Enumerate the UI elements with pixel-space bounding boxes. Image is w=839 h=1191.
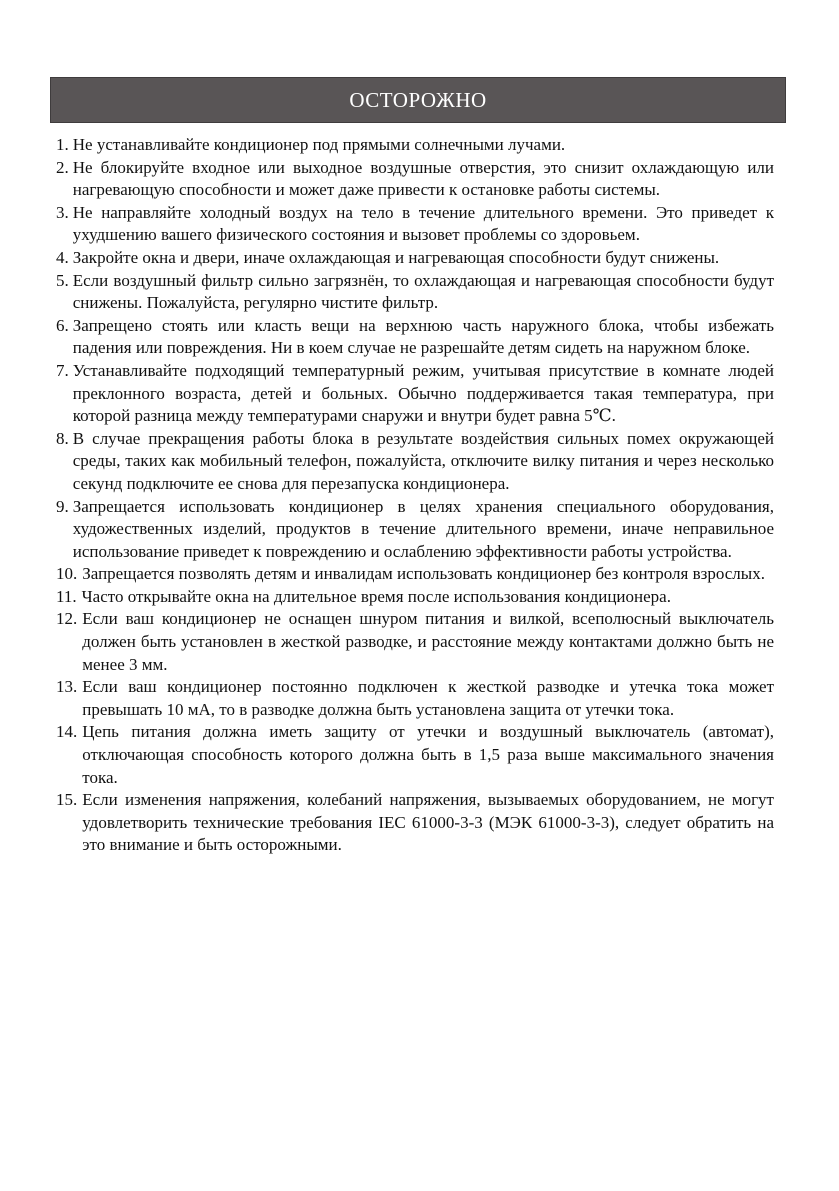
item-text: Запрещается использовать кондиционер в целях хранения специального оборудования, художественных изделий, продуктов в течение длительного времени, иначе неправильное использование приведет к повреждению и ослаблению эффективности работы устройства. — [72, 496, 774, 561]
caution-list — [56, 134, 774, 857]
item-number: 9. — [56, 496, 69, 516]
item-number: 11. — [56, 586, 77, 606]
list-item — [56, 315, 774, 360]
item-text: Закройте окна и двери, иначе охлаждающая и нагревающая способности будут снижены. — [72, 247, 720, 267]
item-number: 13. — [56, 677, 78, 697]
item-text: Цепь питания должна иметь защиту от утечки и воздушный выключатель (автомат), отключающая способность которого должна быть в 1,5 раза выше максимального значения тока. — [82, 722, 774, 787]
list-item — [56, 270, 774, 315]
item-text: Если ваш кондиционер не оснащен шнуром питания и вилкой, всеполюсный выключатель должен быть установлен в жесткой разводке, и расстояние между контактами должно быть не менее 3 мм. — [82, 609, 774, 674]
list-item — [56, 247, 774, 270]
item-number: 6. — [56, 315, 69, 335]
item-number: 3. — [56, 202, 69, 222]
list-item — [56, 721, 774, 789]
caution-banner — [50, 77, 786, 123]
list-item — [56, 202, 774, 247]
item-number: 2. — [56, 157, 69, 177]
list-item — [56, 428, 774, 496]
item-text: Часто открывайте окна на длительное время после использования кондиционера. — [81, 586, 671, 606]
list-item — [56, 608, 774, 676]
item-text: Устанавливайте подходящий температурный режим, учитывая присутствие в комнате людей преклонного возраста, детей и больных. Обычно поддерживается такая температура, при которой разница между температурами снаружи и внутри будет равна 5℃. — [72, 360, 774, 426]
item-text: Запрещено стоять или класть вещи на верхнюю часть наружного блока, чтобы избежать падения или повреждения. Ни в коем случае не разрешайте детям сидеть на наружном блоке. — [72, 315, 774, 358]
item-number: 7. — [56, 360, 69, 380]
item-text: Не направляйте холодный воздух на тело в течение длительного времени. Это приведет к ухудшению вашего физического состояния и вызовет проблемы со здоровьем. — [72, 202, 774, 245]
list-item — [56, 360, 774, 428]
list-item — [56, 157, 774, 202]
item-text: Если изменения напряжения, колебаний напряжения, вызываемых оборудованием, не могут удовлетворить технические требования IEC 61000-3-3 (МЭК 61000-3-3), следует обратить на это внимание и быть осторожными. — [82, 790, 774, 855]
item-text: В случае прекращения работы блока в результате воздействия сильных помех окружающей среды, таких как мобильный телефон, пожалуйста, отключите вилку питания и через несколько секунд подключите ее снова для перезапуска кондиционера. — [72, 428, 774, 493]
item-number: 5. — [56, 270, 69, 290]
list-item — [56, 789, 774, 857]
item-text: Не блокируйте входное или выходное воздушные отверстия, это снизит охлаждающую или нагревающую способности и может даже привести к остановке работы системы. — [72, 157, 774, 200]
caution-title: ОСТОРОЖНО — [349, 87, 487, 112]
item-text: Если воздушный фильтр сильно загрязнён, то охлаждающая и нагревающая способности будут снижены. Пожалуйста, регулярно чистите фильтр. — [72, 270, 774, 313]
item-text: Не устанавливайте кондиционер под прямыми солнечными лучами. — [72, 135, 566, 154]
list-item — [56, 586, 774, 609]
list-item — [56, 134, 774, 157]
item-number: 4. — [56, 247, 69, 267]
list-item — [56, 676, 774, 721]
item-text: Запрещается позволять детям и инвалидам использовать кондиционер без контроля взрослых. — [82, 564, 765, 584]
item-number: 10. — [56, 564, 78, 584]
item-number: 15. — [56, 790, 78, 810]
item-number: 12. — [56, 609, 78, 629]
item-number: 1. — [56, 135, 69, 154]
item-number: 8. — [56, 428, 69, 448]
item-number: 14. — [56, 722, 78, 742]
list-item — [56, 496, 774, 564]
list-item — [56, 563, 774, 586]
item-text: Если ваш кондиционер постоянно подключен к жесткой разводке и утечка тока может превышать 10 мА, то в разводке должна быть установлена защита от утечки тока. — [82, 677, 774, 719]
